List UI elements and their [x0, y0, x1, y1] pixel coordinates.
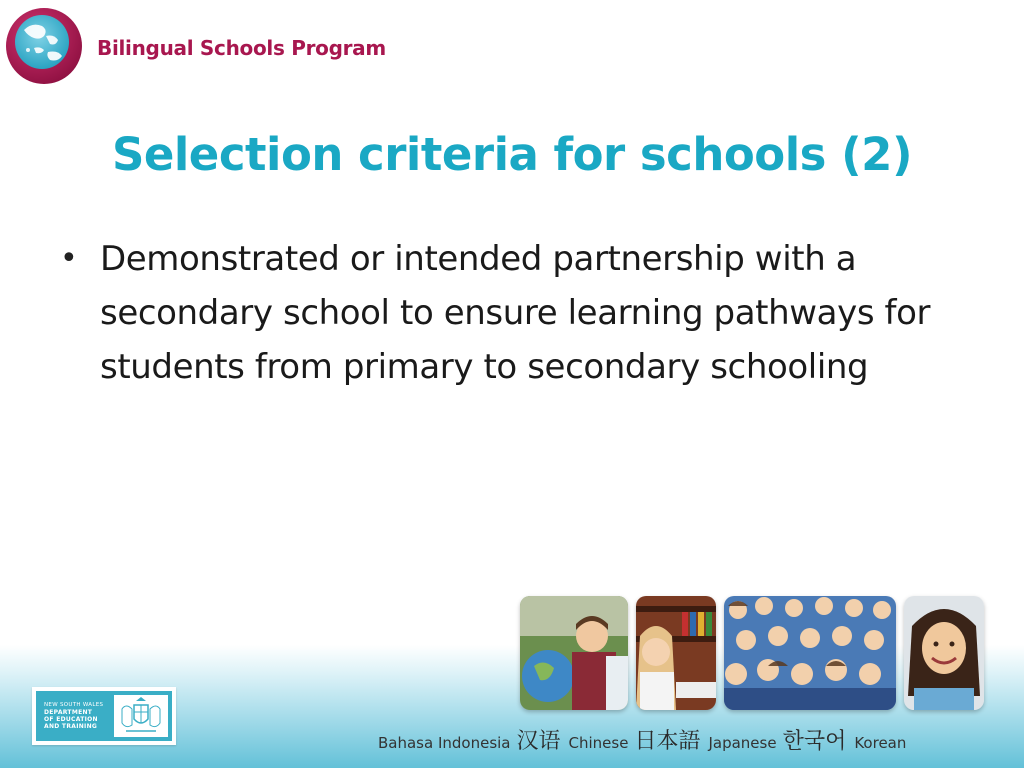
language-name: Japanese	[708, 734, 777, 752]
bullet-item	[58, 232, 988, 394]
language-script: 汉语	[516, 729, 561, 754]
program-logo	[4, 6, 84, 86]
slide-title: Selection criteria for schools (2)	[111, 128, 913, 181]
language-name: Bahasa Indonesia	[378, 734, 511, 752]
photo-strip	[520, 592, 990, 714]
nsw-coat-of-arms-icon	[114, 695, 168, 737]
language-name: Chinese	[568, 734, 629, 752]
languages-line	[378, 724, 912, 755]
bullet-text: Demonstrated or intended partnership with a secondary school to ensure learning pathways for students from primary to secondary schooling	[100, 239, 931, 387]
dept-logo-line: AND TRAINING	[44, 723, 98, 730]
dept-logo-line: OF EDUCATION	[44, 716, 98, 723]
girl-at-library-photo	[636, 596, 716, 710]
group-of-students-photo	[724, 596, 896, 710]
language-name: Korean	[854, 734, 907, 752]
bullet-list	[58, 232, 988, 394]
program-name: Bilingual Schools Program	[97, 36, 386, 60]
boy-with-globe-photo	[520, 596, 628, 710]
language-script: 한국어	[782, 729, 847, 754]
bullet-marker: •	[60, 241, 78, 276]
globe-asia-pacific-icon	[4, 6, 84, 86]
dept-logo-line: NEW SOUTH WALES	[44, 702, 104, 708]
nsw-department-logo	[32, 687, 176, 745]
language-script: 日本語	[634, 729, 701, 754]
smiling-girl-photo	[904, 596, 984, 710]
dept-logo-line: DEPARTMENT	[44, 709, 93, 716]
